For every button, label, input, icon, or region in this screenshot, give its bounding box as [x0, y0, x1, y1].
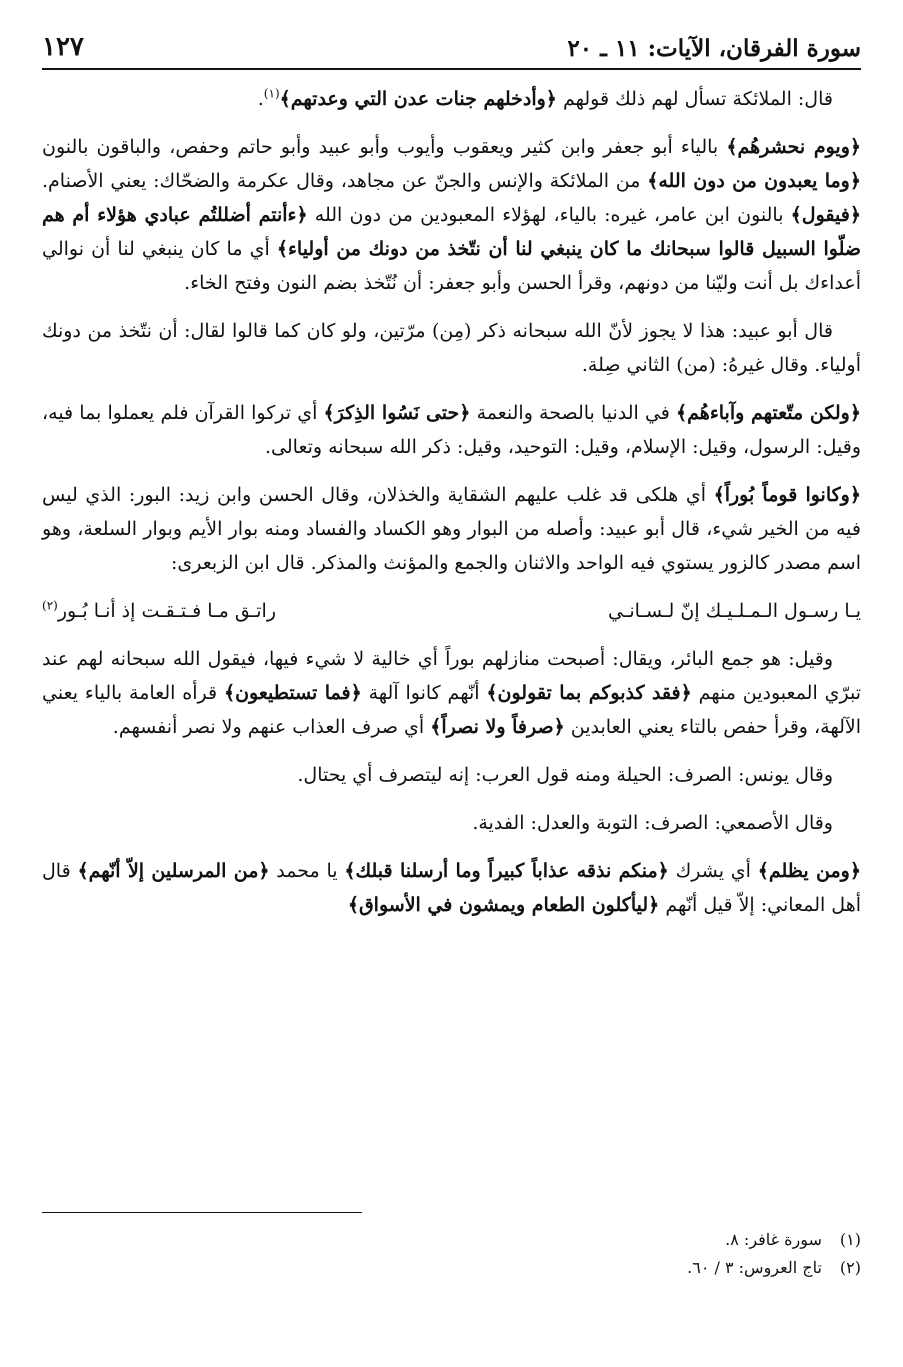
verse-footnote-mark: (٢) [42, 598, 58, 613]
text-run: أي صرف العذاب عنهم ولا نصر أنفسهم. [112, 716, 431, 738]
text-run: من الملائكة والإنس والجنّ عن مجاهد، وقال عكرمة والضحّاك: يعني الأصنام. [42, 170, 648, 192]
paragraph-p5 [42, 478, 861, 580]
quran-quote: ﴿منكم نذقه عذاباً كبيراً وما أرسلنا قبلك﴾ [344, 860, 669, 882]
text-run: قال أهل المعاني: إلاّ قيل أنّهم [42, 860, 861, 916]
paragraph-p7 [42, 758, 861, 792]
page-number: ١٢٧ [42, 32, 84, 62]
footnote-number: (١) [839, 1230, 861, 1249]
paragraph-p9 [42, 854, 861, 922]
text-run: أي يشرك [668, 860, 758, 882]
verse-second-text: راتـق مـا فـتـقـت إذ أنـا بُـور [57, 600, 277, 622]
text-run: أي ما كان ينبغي لنا أن نوالي أعداءك بل أنت وليّنا من دونهم، وقرأ الحسن وأبو جعفر: أن نُتّخذ بضم النون وفتح الخاء. [42, 238, 861, 294]
footnote-item [42, 1226, 861, 1254]
page-header [42, 18, 861, 70]
text-run: قال: الملائكة تسأل لهم ذلك قولهم [556, 88, 833, 110]
footnote-number: (٢) [839, 1258, 861, 1277]
quran-quote: ﴿ويوم نحشرهُم﴾ [726, 136, 862, 158]
paragraph-p2 [42, 130, 861, 300]
quran-quote: ﴿فما تستطيعون﴾ [223, 682, 362, 704]
footnote-divider [42, 1212, 362, 1213]
quran-quote: ﴿وكانوا قوماً بُوراً﴾ [713, 484, 861, 506]
quran-quote: ﴿ءأنتم أضللتُم عبادي هؤلاء أم هم ضلّوا السبيل قالوا سبحانك ما كان ينبغي لنا أن نتّخذ من دونك من أولياء﴾ [42, 204, 861, 260]
footnotes [42, 1226, 861, 1282]
quran-quote: ﴿من المرسلين إلاّ أنّهم﴾ [77, 860, 270, 882]
quran-quote: ﴿حتى نَسُوا الذِكرَ﴾ [323, 402, 471, 424]
text-run: وقال يونس: الصرف: الحيلة ومنه قول العرب: إنه ليتصرف أي يحتال. [297, 764, 833, 786]
quran-quote: ﴿ومن يظلم﴾ [757, 860, 861, 882]
text-run: أي هلكى قد غلب عليهم الشقاية والخذلان، وقال الحسن وابن زيد: البور: الذي ليس فيه من الخير شيء، قال أبو عبيد: وأصله من البوار وهو الكساد والفساد ومنه بوار الأيم وبوار السلعة، وهو اسم مصدر كالزور يستوي فيه الواحد والاثنان والجمع والمؤنث والمذكر. قال ابن الزبعرى: [42, 484, 861, 574]
text-run: أنّهم كانوا آلهة [361, 682, 487, 704]
verse-second-hemistich [42, 594, 276, 628]
quran-quote: ﴿فيقول﴾ [790, 204, 861, 226]
text-block-2 [42, 642, 861, 922]
footnote-mark: (١) [263, 86, 280, 101]
text-run: . [257, 88, 264, 110]
quran-quote: ﴿وما يعبدون من دون الله﴾ [647, 170, 861, 192]
text-run: وقيل: هو جمع البائر، ويقال: أصبحت منازلهم بوراً أي خالية لا شيء فيها، فيقول الله سبحانه لهم عند تبرّي المعبودين منهم [42, 648, 861, 704]
text-run: في الدنيا بالصحة والنعمة [470, 402, 677, 424]
text-run: قال أبو عبيد: هذا لا يجوز لأنّ الله سبحانه ذكر (مِن) مرّتين، ولو كان كما قالوا لقال: أن نتّخذ من دونك أولياء. وقال غيرهُ: (من) الثاني صِلة. [42, 320, 861, 376]
quran-quote: ﴿ولكن متّعتهم وآباءهُم﴾ [676, 402, 861, 424]
paragraph-p1 [42, 82, 861, 116]
paragraph-p3 [42, 314, 861, 382]
poetry-verse [42, 594, 861, 628]
verse-first-hemistich: يـا رسـول الـمـلـيـك إنّ لـسـانـي [607, 600, 861, 622]
quran-quote: ﴿ليأكلون الطعام ويمشون في الأسواق﴾ [347, 894, 660, 916]
text-run: بالياء أبو جعفر وابن كثير ويعقوب وأيوب وأبو عبيد وأبو حاتم وحفص، والباقون بالنون [42, 136, 727, 158]
main-text [42, 82, 861, 936]
quran-quote: ﴿فقد كذبوكم بما تقولون﴾ [486, 682, 692, 704]
quran-quote: ﴿وأدخلهم جنات عدن التي وعدتهم﴾ [279, 88, 557, 110]
running-title: سورة الفرقان، الآيات: ١١ ـ ٢٠ [567, 35, 861, 62]
text-run: أي تركوا القرآن فلم يعملوا بما فيه، وقيل: الرسول، وقيل: الإسلام، وقيل: التوحيد، وقيل: ذكر الله سبحانه وتعالى. [42, 402, 861, 458]
quran-quote: ﴿صرفاً ولا نصراً﴾ [430, 716, 565, 738]
text-run: قرأه العامة بالياء يعني الآلهة، وقرأ حفص بالتاء يعني العابدين [42, 682, 861, 738]
text-run: وقال الأصمعي: الصرف: التوبة والعدل: الفدية. [472, 812, 833, 834]
footnote-text: سورة غافر: ٨. [725, 1230, 822, 1249]
paragraph-p4 [42, 396, 861, 464]
paragraph-p8 [42, 806, 861, 840]
footnote-item [42, 1254, 861, 1282]
text-run: يا محمد [269, 860, 345, 882]
paragraph-p6 [42, 642, 861, 744]
text-block-1 [42, 82, 861, 580]
footnote-text: تاج العروس: ٣ / ٦٠. [687, 1258, 822, 1277]
text-run: بالنون ابن عامر، غيره: بالياء، لهؤلاء المعبودين من دون الله [307, 204, 791, 226]
